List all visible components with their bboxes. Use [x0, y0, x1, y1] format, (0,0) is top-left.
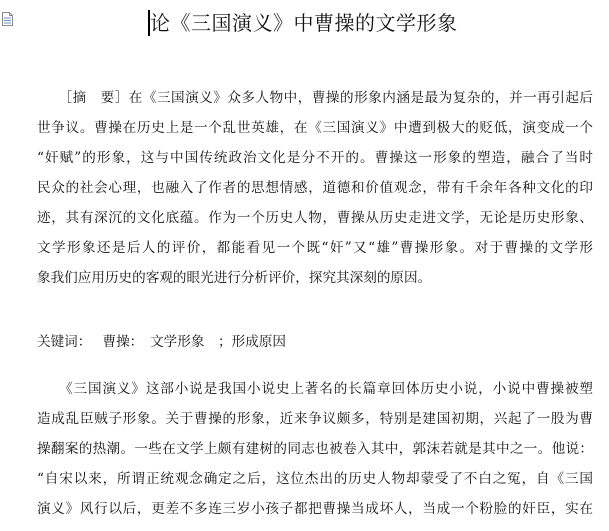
abstract-line: ［摘 要］在《三国演义》众多人物中，曹操的形象内涵是最为复杂的，并一再引起后	[37, 90, 593, 106]
abstract-paragraph	[37, 83, 593, 293]
body-line: 《三国演义》这部小说是我国小说史上著名的长篇章回体历史小说，小说中曹操被塑	[37, 381, 593, 397]
abstract-line: 民众的社会心理，也融入了作者的思想情感，道德和价值观念，带有千余年各种文化的印	[37, 180, 593, 196]
body-line: 操翻案的热潮。一些在文学上颇有建树的同志也被卷入其中，郭沫若就是其中之一。他说：	[37, 441, 593, 457]
keywords-line: 关键词： 曹操： 文学形象 ；形成原因	[37, 334, 287, 350]
abstract-line: 文学形象还是后人的评价，都能看见一个既“奸”又“雄”曹操形象。对于曹操的文学形	[37, 240, 593, 256]
body-line: 造成乱臣贼子形象。关于曹操的形象，近来争议颇多，特别是建国初期，兴起了一股为曹	[37, 411, 593, 427]
abstract-line: 世争议。曹操在历史上是一个乱世英雄，在《三国演义》中遭到极大的贬低，演变成一个	[37, 120, 593, 136]
document-title: 论《三国演义》中曹操的文学形象	[150, 11, 458, 35]
body-line: 演义》风行以后，更差不多连三岁小孩子都把曹操当成坏人，当成一个粉脸的奸臣，实在	[37, 501, 593, 517]
abstract-line: 象我们应用历史的客观的眼光进行分析评价，探究其深刻的原因。	[37, 270, 432, 286]
body-paragraph	[37, 374, 593, 524]
document-icon	[2, 12, 13, 26]
abstract-line: 迹，其有深沉的文化底蕴。作为一个历史人物，曹操从历史走进文学，无论是历史形象、	[37, 210, 593, 226]
abstract-line: “奸赋”的形象，这与中国传统政治文化是分不开的。曹操这一形象的塑造，融合了当时	[37, 150, 593, 166]
body-line: “自宋以来，所谓正统观念确定之后，这位杰出的历史人物却蒙受了不白之冤，自《三国	[37, 471, 593, 487]
